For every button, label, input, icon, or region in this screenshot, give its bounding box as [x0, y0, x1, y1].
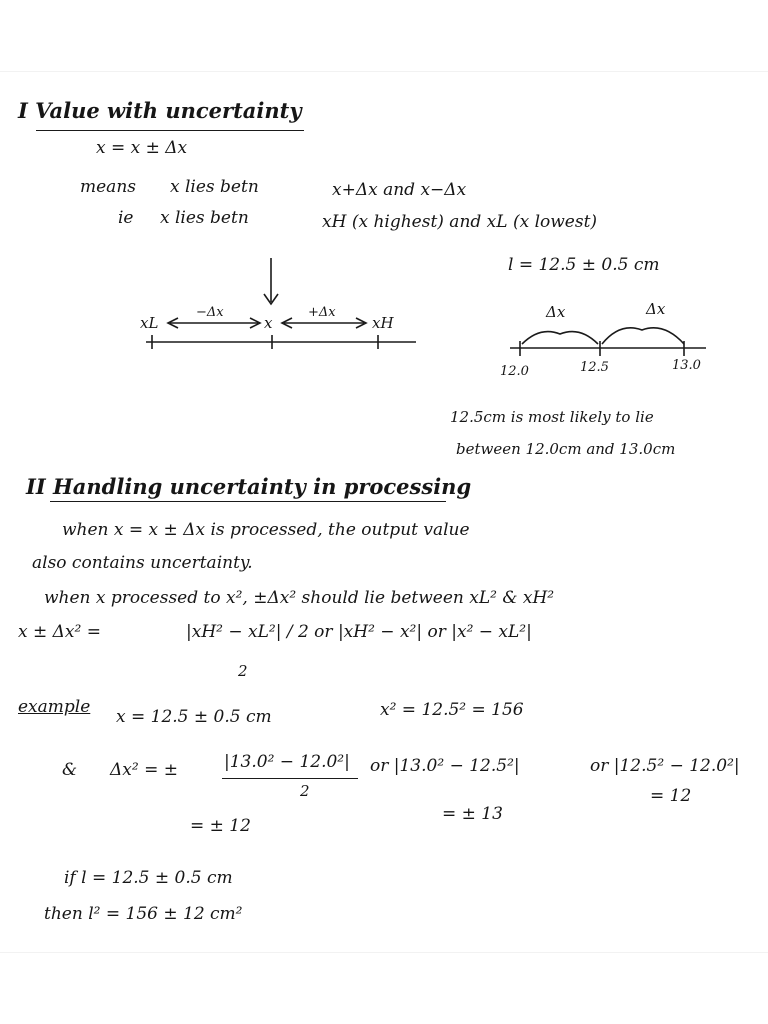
tick-label-12-5: 12.5 — [580, 360, 609, 375]
result-12-alt: = 12 — [650, 786, 692, 806]
means-bounds: x+Δx and x−Δx — [332, 180, 467, 200]
fraction-bar — [222, 778, 358, 779]
ie-bounds: xH (x highest) and xL (x lowest) — [322, 212, 598, 232]
result-12: = ± 12 — [190, 816, 251, 836]
diagram-plus-label: +Δx — [308, 305, 336, 320]
example-fraction-numerator: |13.0² − 12.0²| — [224, 752, 350, 772]
diagram-minus-label: −Δx — [196, 305, 224, 320]
ie-text: x lies betn — [160, 208, 249, 228]
example-alt-1: or |13.0² − 12.5²| — [370, 756, 520, 776]
example-length: l = 12.5 ± 0.5 cm — [508, 255, 660, 275]
if-line: if l = 12.5 ± 0.5 cm — [64, 868, 233, 888]
diagram-xl-label: xL — [140, 314, 159, 332]
example-dx2: Δx² = ± — [110, 760, 178, 780]
example-x-squared: x² = 12.5² = 156 — [380, 700, 524, 720]
tick-label-12-0: 12.0 — [500, 364, 529, 379]
likely-note-line-1: 12.5cm is most likely to lie — [450, 408, 654, 426]
section-2-heading: II Handling uncertainty in processing — [26, 474, 472, 499]
means-text: x lies betn — [170, 177, 259, 197]
example-x: x = 12.5 ± 0.5 cm — [116, 707, 272, 727]
processing-line-2: also contains uncertainty. — [32, 553, 253, 573]
example-alt-2: or |12.5² − 12.0²| — [590, 756, 740, 776]
formula-rhs: |xH² − xL²| / 2 or |xH² − x²| or |x² − xL²| — [186, 622, 532, 642]
formula-lhs: x ± Δx² = — [18, 622, 101, 642]
heading-2-underline — [50, 501, 446, 502]
processing-line-1: when x = x ± Δx is processed, the output value — [62, 520, 470, 540]
tick-label-13-0: 13.0 — [672, 358, 701, 373]
section-1-heading: I Value with uncertainty — [18, 98, 302, 123]
interval-label-1: Δx — [546, 303, 566, 321]
means-label: means — [80, 177, 136, 197]
likely-note-line-2: between 12.0cm and 13.0cm — [456, 440, 676, 458]
example-label: example — [18, 697, 91, 717]
then-line: then l² = 156 ± 12 cm² — [44, 904, 243, 924]
value-formula: x = x ± Δx — [96, 138, 188, 158]
ie-label: ie — [118, 208, 134, 228]
interval-label-2: Δx — [646, 300, 666, 318]
example-fraction-denominator: 2 — [300, 782, 310, 800]
diagram-x-label: x — [264, 314, 273, 332]
processing-line-3: when x processed to x², ±Δx² should lie between xL² & xH² — [44, 588, 555, 608]
formula-denominator: 2 — [238, 662, 248, 680]
result-13: = ± 13 — [442, 804, 503, 824]
diagram-xh-label: xH — [372, 314, 394, 332]
example-ampersand: & — [62, 760, 78, 780]
